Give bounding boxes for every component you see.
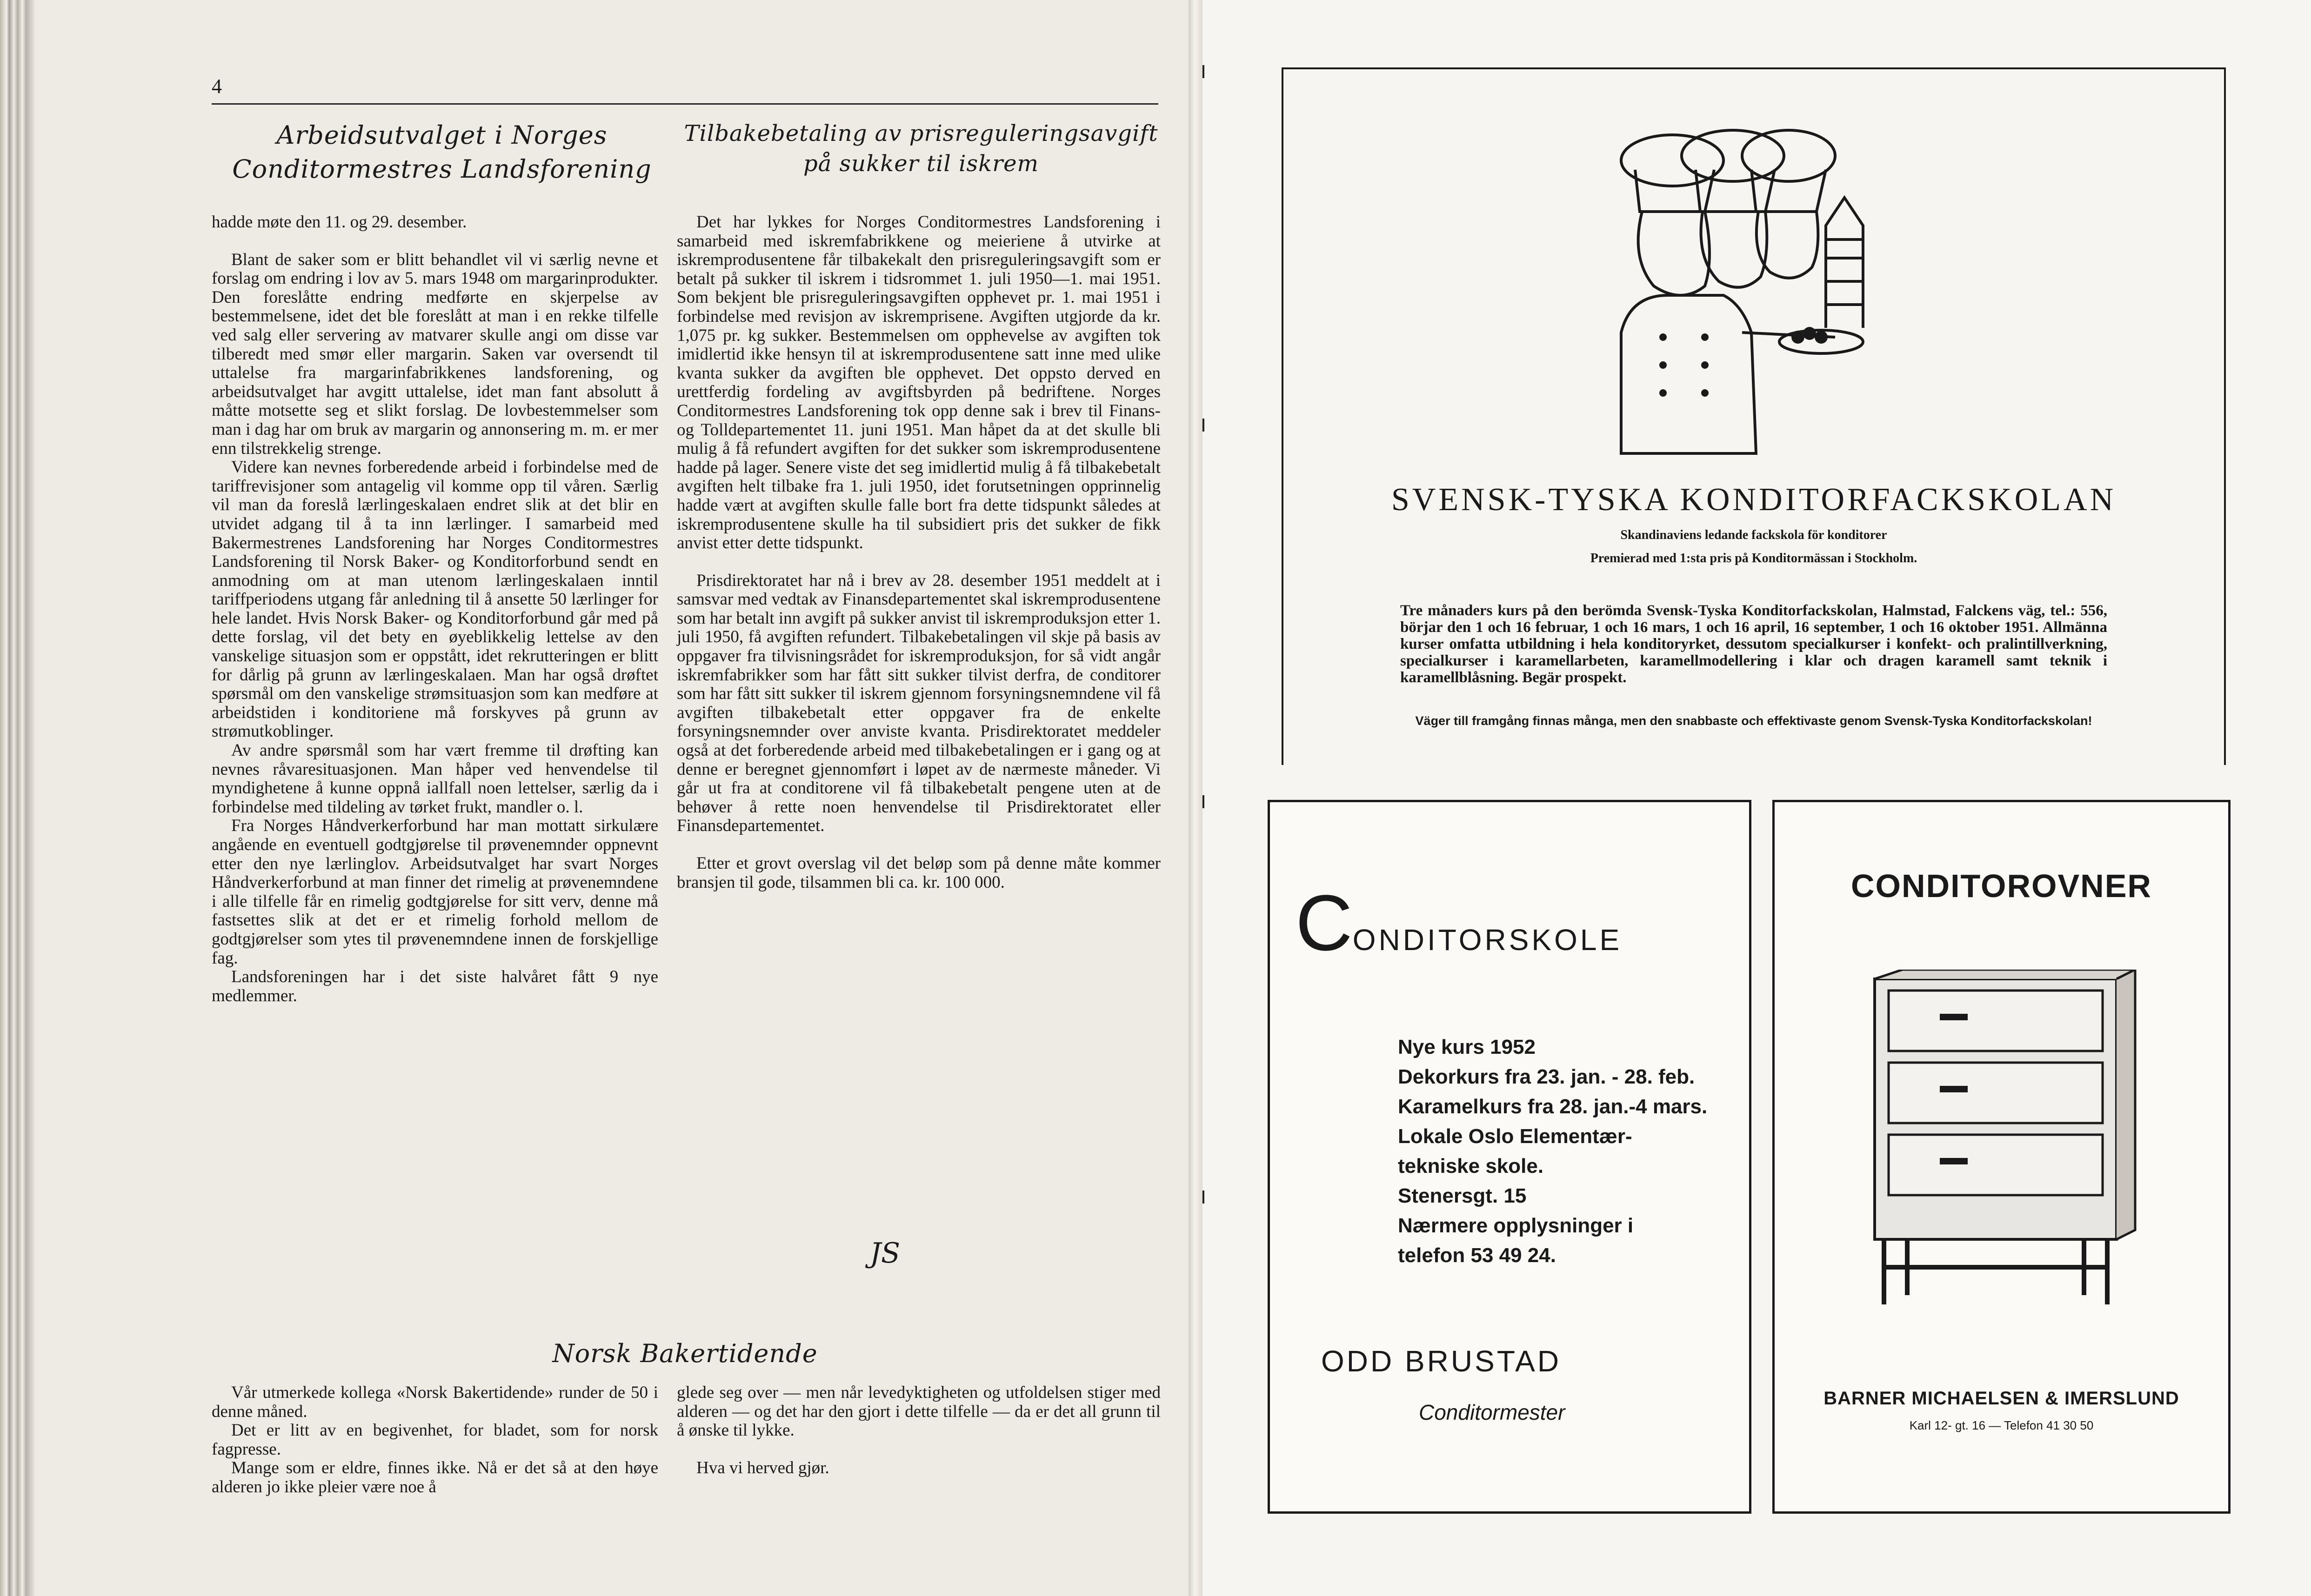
article3-column-right — [677, 1383, 1161, 1477]
article3-paragraph: Hva vi herved gjør. — [696, 1458, 829, 1477]
ad-ovner-address: Karl 12- gt. 16 — Telefon 41 30 50 — [1909, 1418, 2094, 1432]
article2-paragraph: Etter et grovt overslag vil det beløp som på denne måte kommer bransjen til gode, tilsammen bli ca. kr. 100 000. — [677, 854, 1161, 892]
ad-line: tekniske skole. — [1398, 1155, 1544, 1177]
ad-conditorskole-name: ODD BRUSTAD — [1321, 1344, 1562, 1378]
article1-paragraph: hadde møte den 11. og 29. desember. — [212, 213, 467, 232]
article1-paragraph: Blant de saker som er blitt behandlet vil vi særlig nevne et forslag om endring i lov av 5. mars 1948 om margarinprodukter. Den foreslåtte endring medførte en skjerpelse av bestemmelsene, idet det ble foreslått at man i en rekke tilfelle ved salg eller servering av matvarer skulle angi om disse var tilberedt med smør eller margarin. Saken var oversendt til uttalelse fra margarinfabrikkenes landsforening, og arbeidsutvalget har avgitt uttalelse, idet man fant absolutt å måtte motsette seg et slikt forslag. De lovbestemmelser som man i dag har om bruk av margarin og annonsering m. m. er mer enn tilstrekkelig strenge. — [212, 250, 658, 458]
ad-svensk-tyska — [1282, 67, 2226, 770]
article2-signature: JS — [870, 1237, 901, 1270]
ad-line: Stenersgt. 15 — [1398, 1184, 1527, 1207]
article3-title: Norsk Bakertidende — [552, 1339, 818, 1368]
article1-paragraph: Av andre spørsmål som har vært fremme til drøfting kan nevnes råvaresituasjonen. Man håper ved henvendelse til myndighetene å kunne oppnå iallfall noen lettelser, særlig da i forbindelse med tildeling av tørket frukt, mandler o. l. — [212, 741, 658, 817]
book-spine-edge — [0, 0, 35, 1596]
article2-title-line2: på sukker til iskrem — [803, 150, 1039, 177]
ad-line: Karamelkurs fra 28. jan.-4 mars. — [1398, 1095, 1708, 1118]
ad-line: Nye kurs 1952 — [1398, 1036, 1536, 1058]
ad-line: Lokale Oslo Elementær- — [1398, 1125, 1632, 1148]
oven-illustration — [1865, 970, 2144, 1309]
ad-svensk-body: Tre månaders kurs på den berömda Svensk-Tyska Konditorfackskolan, Halmstad, Falckens väg, tel.: 556, börjar den 1 och 16 februar, 1 och 16 mars, 1 och 16 april, 16 september, 1 och 16 oktober 1951. Allmänna kurser omfatta utbildning i hela konditoryrket, dessutom specialkurser i konfekt- och pralintillverkning, specialkurser i karamellarbeten, karamellmodellering i klar och dragen karamell samt teknik i karamellblåsning. Begär prospekt. — [1400, 602, 2107, 686]
margin-tick — [1202, 1190, 1204, 1204]
ad-line: telefon 53 49 24. — [1398, 1244, 1556, 1267]
ad-svensk-title: SVENSK-TYSKA KONDITORFACKSKOLAN — [1391, 482, 2117, 518]
article3-paragraph: Mange som er eldre, finnes ikke. Nå er det så at den høye alderen jo ikke pleier være noe å — [212, 1458, 658, 1496]
article1-title-line2: Conditormestres Landsforening — [232, 154, 652, 184]
ad-right-rule — [2224, 67, 2226, 765]
page-number: 4 — [212, 75, 222, 98]
ad-conditorskole-title-rest: ONDITORSKOLE — [1352, 923, 1623, 957]
ad-svensk-subtitle-2: Premierad med 1:sta pris på Konditormässan i Stockholm. — [1590, 551, 1917, 565]
ad-svensk-footer: Väger till framgång finnas många, men den snabbaste och effektivaste genom Svensk-Tyska Konditorfackskolan! — [1415, 714, 2092, 728]
ad-conditorskole-lines — [1398, 1032, 1707, 1270]
ad-left-rule — [1282, 67, 1283, 765]
ad-ovner-company: BARNER MICHAELSEN & IMERSLUND — [1823, 1388, 2179, 1409]
ad-top-rule — [1282, 67, 2226, 69]
ad-conditorskole-role: Conditormester — [1419, 1400, 1565, 1424]
article2-column — [677, 213, 1161, 892]
right-page — [1202, 0, 2311, 1596]
left-page — [35, 0, 1189, 1596]
article2-paragraph: Det har lykkes for Norges Conditormestres Landsforening i samarbeid med iskremfabrikkene og meieriene å utvirke at iskremprodusentene får tilbakekalt den prisreguleringsavgift som er betalt på sukker til iskrem i tidsrommet 1. juli 1950—1. mai 1951. Som bekjent ble prisreguleringsavgiften opphevet pr. 1. mai 1951 i forbindelse med revisjon av iskremprisene. Avgiften utgjorde da kr. 1,075 pr. kg sukker. Bestemmelsen om opphevelse av avgiften tok imidlertid ikke hensyn til at iskremprodusentene satt inne med ulike kvanta sukker da avgiften ble opphevet. Det oppsto derved en urettferdig fordeling av avgiftsbyrden på bedriftene. Norges Conditormestres Landsforening tok opp denne sak i brev til Finans- og Tolldepartementet 11. juni 1951. Man håpet da at det skulle bli mulig å få refundert avgiften for det sukker som iskremprodusentene hadde på lager. Senere viste det seg imidlertid mulig å få tilbakebetalt avgiften helt tilbake fra 1. juli 1950, idet forutsetningen opprinnelig hadde vært at avgiften skulle falle bort fra dette tidspunkt således at iskremprodusentene skulle ha til subsidiert pris det sukker de fikk anvist etter dette tidspunkt. — [677, 213, 1161, 553]
header-rule — [212, 103, 1158, 105]
ad-line: Dekorkurs fra 23. jan. - 28. feb. — [1398, 1065, 1695, 1088]
ad-ovner-title: CONDITOROVNER — [1851, 868, 2152, 904]
article3-paragraph: Vår utmerkede kollega «Norsk Bakertidende» runder de 50 i denne måned. — [212, 1383, 658, 1421]
ad-svensk-subtitle-1: Skandinaviens ledande fackskola för konditorer — [1620, 528, 1887, 542]
article1-paragraph: Fra Norges Håndverkerforbund har man mottatt sirkulære angående en eventuell godtgjørelse til prøvenemnder oppnevnt etter den nye lærlinglov. Arbeidsutvalget har svart Norges Håndverkerforbund at man finner det rimelig at prøvenemndene i alle tilfelle får en rimelig godtgjørelse for sitt verv, denne må fastsettes slik at det er et rimelig forhold mellom de godtgjørelser som ytes til prøvenemndene innen de forskjellige fag. — [212, 816, 658, 968]
page-gutter — [1189, 0, 1202, 1596]
article1-paragraph: Landsforeningen har i det siste halvåret fått 9 nye medlemmer. — [212, 967, 658, 1005]
ad-line: Nærmere opplysninger i — [1398, 1214, 1634, 1237]
confectioners-illustration — [1603, 119, 1919, 463]
article3-paragraph: Det er litt av en begivenhet, for bladet, som for norsk fagpresse. — [212, 1421, 658, 1459]
ad-conditorovner — [1772, 800, 2231, 1514]
article1-column — [212, 213, 658, 1005]
article2-heading — [677, 119, 1165, 179]
article3-column-left — [212, 1383, 658, 1497]
article1-title-line1: Arbeidsutvalget i Norges — [276, 120, 608, 150]
ad-conditorskole-initial: C — [1296, 879, 1353, 967]
margin-tick — [1202, 419, 1204, 432]
margin-tick — [1202, 65, 1204, 78]
article2-paragraph: Prisdirektoratet har nå i brev av 28. desember 1951 meddelt at i samsvar med vedtak av Finansdepartementet skal iskremprodusentene som har betalt inn avgift på sukker anvist til iskremproduksjon etter 1. juli 1950, få avgiften refundert. Tilbakebetalingen vil skje på basis av oppgaver fra tilvisningsrådet for iskremproduksjon, for så vidt angår iskremfabrikker som har fått sitt sukker tilvist derfra, de conditorer som har fått sitt sukker til iskrem gjennom forsyningsnemndene vil få avgiften tilbakebetalt etter oppgaver fra de enkelte forsyningsnemnder over anviste kvanta. Prisdirektoratet meddeler også at det forberedende arbeid med tilbakebetalingen er i gang og at denne er beregnet gjennomført i løpet av de nærmeste måneder. Vi går ut fra at conditorene vil få tilbakebetalt pengene uten at de behøver å rette noen henvendelse til Prisdirektoratet eller Finansdepartementet. — [677, 571, 1161, 836]
article2-title-line1: Tilbakebetaling av prisreguleringsavgift — [684, 120, 1158, 146]
ad-conditorskole — [1268, 800, 1751, 1514]
ad-conditorskole-title — [1296, 879, 1623, 967]
margin-tick — [1202, 795, 1204, 808]
article1-paragraph: Videre kan nevnes forberedende arbeid i forbindelse med de tariffrevisjoner som antagelig vil komme opp til våren. Særlig vil man da foreslå lærlingeskalaen endret slik at det blir en utvidet adgang til å ta inn lærlinger. I samarbeid med Bakermestrenes Landsforening har Norges Conditormestres Landsforening til Norsk Baker- og Konditorforbund sendt en anmodning om at man utenom lærlingeskalaen inntil tariffperiodens utgang får anledning til å ansette 50 lærlinger for hele landet. Hvis Norsk Baker- og Konditorforbund går med på dette forslag, vil det bety en øyeblikkelig lettelse av den vanskelige situasjon som er oppstått, idet rekrutteringen er blitt for dårlig på grunn av lærlingeskalaen. Man har også drøftet spørsmål om den vanskelige strømsituasjon som kan medføre at arbeidstiden i konditoriene må forskyves på grunn av strømutkoblinger. — [212, 458, 658, 741]
article1-heading — [212, 119, 672, 186]
article3-paragraph: glede seg over — men når levedyktigheten og utfoldelsen stiger med alderen — og det har den gjort i dette tilfelle — da er det all grunn til å ønske til lykke. — [677, 1383, 1161, 1440]
